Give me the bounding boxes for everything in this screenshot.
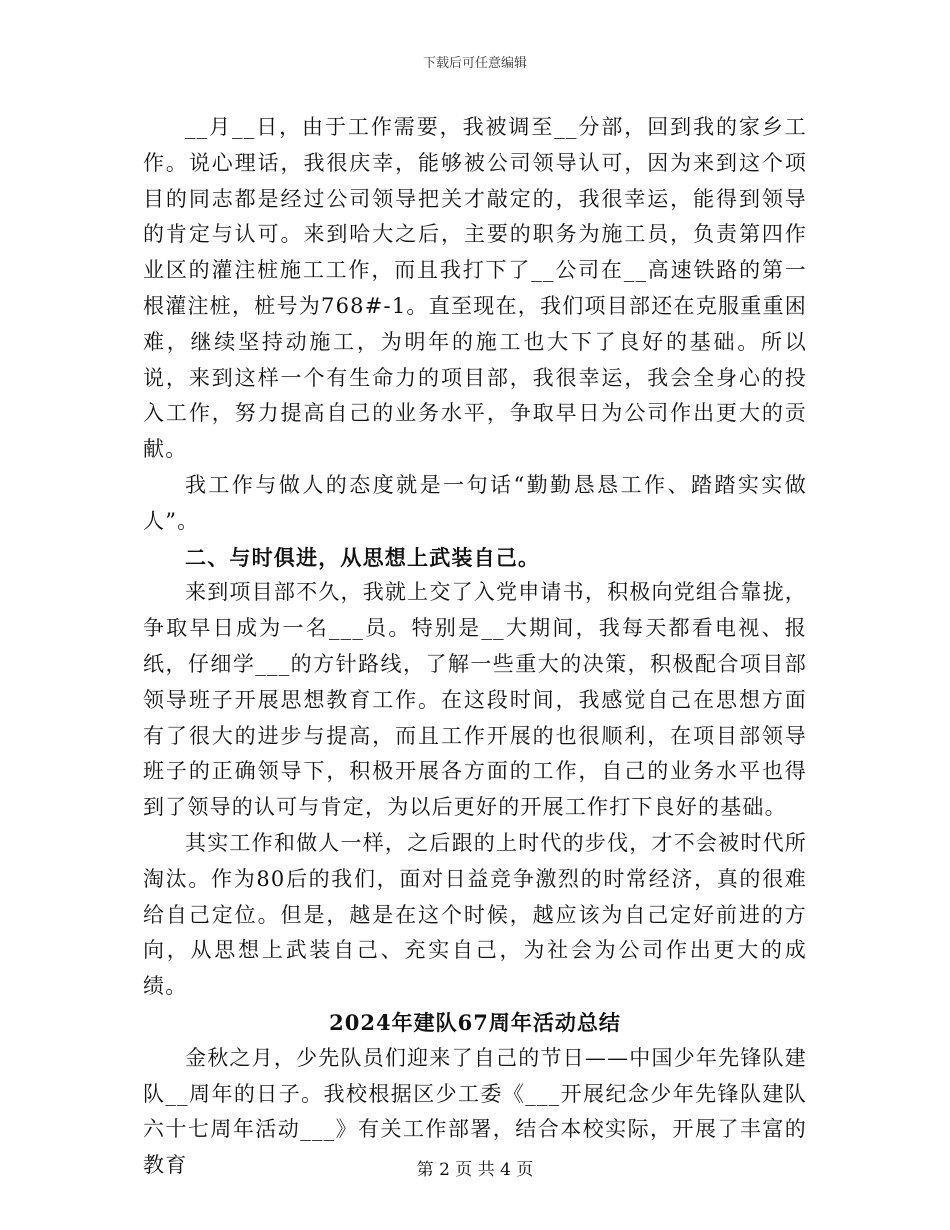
document-body: [143, 110, 807, 1184]
paragraph-1: __月__日，由于工作需要，我被调至__分部，回到我的家乡工作。说心理话，我很庆幸，能够被公司领导认可，因为来到这个项目的同志都是经过公司领导把关才敲定的，我很幸运，能得到领导的肯定与认可。来到哈大之后，主要的职务为施工员，负责第四作业区的灌注桩施工工作，而且我打下了__公司在__高速铁路的第一根灌注桩，桩号为768#-1。直至现在，我们项目部还在克服重重困难，继续坚持动施工，为明年的施工也大下了良好的基础。所以说，来到这样一个有生命力的项目部，我很幸运，我会全身心的投入工作，努力提高自己的业务水平，争取早日为公司作出更大的贡献。: [143, 115, 807, 462]
section-heading-2: 二、与时俱进，从思想上武装自己。: [185, 544, 541, 570]
paragraph-2: 我工作与做人的态度就是一句话“勤勤恳恳工作、踏踏实实做人”。: [143, 472, 807, 533]
page-header-note: 下载后可任意编辑: [422, 56, 527, 71]
paragraph-5: 金秋之月，少先队员们迎来了自己的节日——中国少年先锋队建队__周年的日子。我校根据区少工委《___开展纪念少年先锋队建队六十七周年活动___》有关工作部署，结合本校实际，开展了丰富的教育: [143, 1045, 807, 1178]
paragraph-3: 来到项目部不久，我就上交了入党申请书，积极向党组合靠拢，争取早日成为一名___员。特别是__大期间，我每天都看电视、报纸，仔细学___的方针路线，了解一些重大的决策，积极配合项目部领导班子开展思想教育工作。在这段时间，我感觉自己在思想方面有了很大的进步与提高，而且工作开展的也很顺利，在项目部领导班子的正确领导下，积极开展各方面的工作，自己的业务水平也得到了领导的认可与肯定，为以后更好的开展工作打下良好的基础。: [143, 580, 807, 820]
page-number: 第 2 页 共 4 页: [416, 1160, 534, 1180]
paragraph-4: 其实工作和做人一样，之后跟的上时代的步伐，才不会被时代所淘汰。作为80后的我们，面对日益竞争激烈的时常经济，真的很难给自己定位。但是，越是在这个时候，越应该为自己定好前进的方向，从思想上武装自己、充实自己，为社会为公司作出更大的成绩。: [143, 830, 807, 999]
document-title: 2024年建队67周年活动总结: [329, 1009, 621, 1035]
